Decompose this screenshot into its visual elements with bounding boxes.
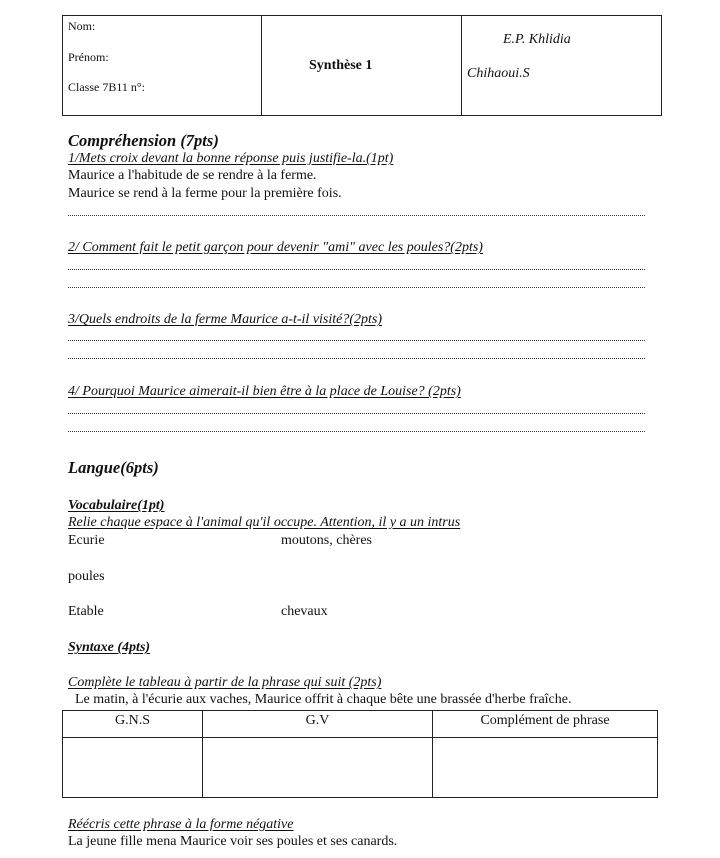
question-3: 3/Quels endroits de la ferme Maurice a-t-il visité?(2pts)	[68, 312, 383, 327]
place-item: Ecurie	[68, 533, 105, 548]
answer-line	[68, 269, 645, 270]
header-table	[62, 15, 662, 116]
table-header-gv: G.V	[203, 711, 433, 738]
comprehension-title: Compréhension (7pts)	[68, 131, 219, 150]
student-info-cell	[63, 16, 262, 115]
negative-sentence: La jeune fille mena Maurice voir ses poules et ses canards.	[68, 834, 398, 849]
nom-label: Nom:	[68, 19, 96, 33]
answer-line	[68, 413, 645, 414]
syntax-table	[62, 710, 658, 798]
answer-cell-gv[interactable]	[203, 738, 433, 797]
exam-title: Synthèse 1	[309, 58, 373, 73]
answer-line	[68, 287, 645, 288]
table-header-complement: Complément de phrase	[433, 711, 657, 738]
answer-line	[68, 358, 645, 359]
syntaxe-instruction: Complète le tableau à partir de la phrase qui suit (2pts)	[68, 675, 382, 690]
animal-item: moutons, chères	[281, 533, 372, 548]
negative-instruction: Réécris cette phrase à la forme négative	[68, 817, 294, 832]
teacher-name: Chihaoui.S	[467, 66, 530, 81]
question-4: 4/ Pourquoi Maurice aimerait-il bien être à la place de Louise? (2pts)	[68, 384, 461, 399]
place-item: poules	[68, 569, 105, 584]
syntaxe-sentence: Le matin, à l'écurie aux vaches, Maurice offrit à chaque bête une brassée d'herbe fraîche.	[75, 692, 572, 707]
title-cell	[262, 16, 462, 115]
place-item: Etable	[68, 604, 104, 619]
vocabulaire-title: Vocabulaire(1pt)	[68, 498, 165, 513]
vocabulaire-instruction: Relie chaque espace à l'animal qu'il occupe. Attention, il y a un intrus	[68, 515, 461, 530]
question-2: 2/ Comment fait le petit garçon pour devenir "ami" avec les poules?(2pts)	[68, 240, 483, 255]
question-1: 1/Mets croix devant la bonne réponse puis justifie-la.(1pt)	[68, 151, 394, 166]
answer-cell-gns[interactable]	[63, 738, 203, 797]
animal-item: chevaux	[281, 604, 328, 619]
table-header-gns: G.N.S	[63, 711, 203, 738]
q1-option-1: Maurice a l'habitude de se rendre à la ferme.	[68, 168, 317, 183]
school-name: E.P. Khlidia	[503, 32, 571, 47]
classe-label: Classe 7B11 n°:	[68, 80, 146, 94]
answer-line	[68, 431, 645, 432]
langue-title: Langue(6pts)	[68, 458, 159, 477]
answer-line	[68, 215, 645, 216]
prenom-label: Prénom:	[68, 50, 109, 64]
answer-line	[68, 340, 645, 341]
q1-option-2: Maurice se rend à la ferme pour la première fois.	[68, 186, 342, 201]
answer-cell-complement[interactable]	[433, 738, 657, 797]
syntaxe-title: Syntaxe (4pts)	[68, 640, 151, 655]
school-cell	[462, 16, 661, 115]
